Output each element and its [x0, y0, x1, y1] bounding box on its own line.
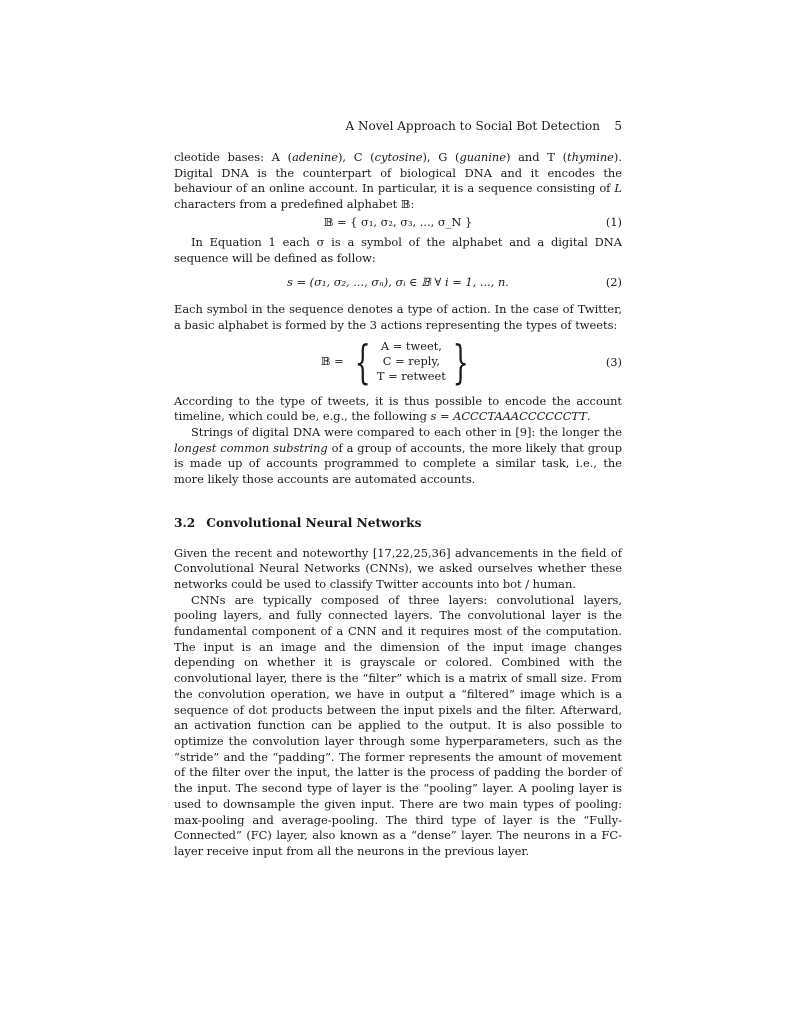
term-guanine: guanine	[459, 150, 506, 164]
equation-1-expr: 𝔹 = { σ₁, σ₂, σ₃, ..., σ_N }	[323, 214, 473, 229]
equation-3-lhs: 𝔹 =	[320, 353, 344, 368]
set-line-tweet: A = tweet,	[380, 339, 442, 354]
right-brace: }	[452, 334, 469, 389]
term-thymine: thymine	[567, 150, 614, 164]
text-run: of a group of accounts, the more likely that group is made up of accounts programmed to complete a similar task, i.e., the more likely those accounts are automated accounts.	[174, 440, 622, 487]
running-title: A Novel Approach to Social Bot Detection	[345, 119, 600, 133]
paragraph-dna-intro	[174, 150, 622, 213]
text-run: ) and T (	[505, 150, 568, 164]
text-run: cleotide bases: A (	[174, 150, 293, 164]
section-title: Convolutional Neural Networks	[206, 515, 422, 530]
section-heading	[174, 516, 622, 532]
section-number: 3.2	[174, 515, 196, 530]
var-L: L	[614, 181, 622, 196]
paragraph-cnn-motivation: Given the recent and noteworthy [17,22,25,36] advancements in the field of Convolutional Neural Networks (CNNs), we asked ourselves whether these networks could be used to classify Twitter accounts into bot / human.	[174, 545, 622, 591]
equation-1	[174, 213, 622, 235]
equation-3-number: (3)	[605, 354, 622, 369]
term-lcs: longest common substring	[174, 440, 328, 455]
paragraph-alphabet: Each symbol in the sequence denotes a type of action. In the case of Twitter, a basic alphabet is formed by the 3 actions representing the types of tweets:	[174, 302, 622, 332]
equation-2-number: (2)	[605, 275, 622, 290]
text-run: Strings of digital DNA were compared to each other in [9]: the longer the	[191, 425, 622, 440]
text-run: According to the type of tweets, it is thus possible to encode the account timeline, which could be, e.g., the following	[174, 393, 622, 424]
paragraph-timeline	[174, 394, 622, 425]
text-run: characters from a predefined alphabet 𝔹:	[174, 197, 415, 212]
equation-3-set	[377, 339, 446, 384]
set-line-reply: C = reply,	[382, 354, 440, 369]
term-cytosine: cytosine	[374, 150, 423, 164]
example-sequence: s = ACCCTAAACCCCCCTT	[430, 409, 587, 424]
paragraph-equation-1-desc: In Equation 1 each σ is a symbol of the alphabet and a digital DNA sequence will be defined as follow:	[174, 234, 622, 265]
equation-2-expr: s = (σ₁, σ₂, ..., σₙ), σᵢ ∈ 𝔹 ∀ i = 1, ..., n.	[287, 275, 509, 290]
text-run: ). Digital DNA is the counterpart of biological DNA and it encodes the behaviour of an online account. In particular, it is a sequence consisting of	[174, 150, 622, 196]
equation-2	[174, 273, 622, 295]
body-text	[174, 150, 622, 860]
text-run: .	[586, 409, 591, 424]
page-number: 5	[614, 119, 622, 133]
term-adenine: adenine	[292, 150, 338, 164]
equation-1-number: (1)	[605, 214, 622, 229]
set-line-retweet: T = retweet	[376, 369, 446, 384]
text-run: ), G (	[422, 150, 460, 164]
paragraph-lcs	[174, 425, 622, 488]
text-run: ), C (	[337, 150, 375, 164]
left-brace: {	[354, 334, 371, 389]
equation-3	[174, 334, 622, 389]
paragraph-cnn-layers: CNNs are typically composed of three layers: convolutional layers, pooling layers, and fully connected layers. The convolutional layer is the fundamental component of a CNN and it requires most of the computation. The input is an image and the dimension of the input image changes depending on whether it is grayscale or colored. Combined with the convolutional layer, there is the “filter” which is a matrix of small size. From the convolution operation, we have in output a “filtered” image which is a sequence of dot products between the input pixels and the filter. Afterward, an activation function can be applied to the output. It is also possible to optimize the convolution layer through some hyperparameters, such as the “stride” and the “padding”. The former represents the amount of movement of the filter over the input, the latter is the process of padding the border of the input. The second type of layer is the “pooling” layer. A pooling layer is used to downsample the given input. There are two main types of pooling: max-pooling and average-pooling. The third type of layer is the “Fully-Connected” (FC) layer, also known as a “dense” layer. The neurons in a FC-layer receive input from all the neurons in the previous layer.	[174, 592, 622, 858]
